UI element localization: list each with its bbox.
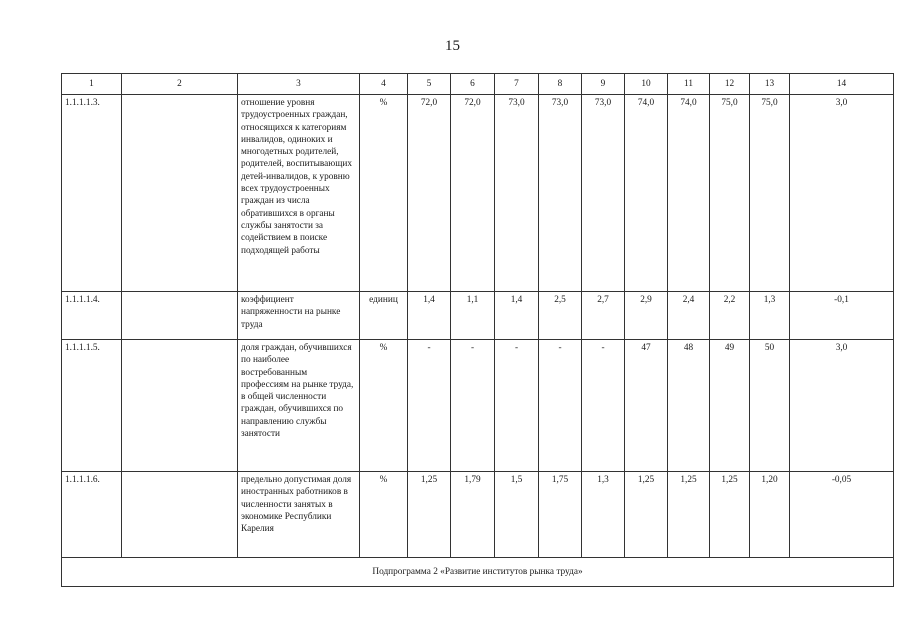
row-value: 1,1 [451,292,495,340]
row-value: 50 [750,340,790,472]
row-col2 [122,340,238,472]
row-value: 1,25 [408,472,451,558]
row-value: - [539,340,582,472]
row-value: 1,5 [495,472,539,558]
row-value: - [451,340,495,472]
row-unit: % [360,340,408,472]
row-value: 74,0 [668,95,710,292]
header-cell: 1 [62,74,122,95]
row-value: 1,25 [668,472,710,558]
row-value: -0,1 [790,292,894,340]
header-cell: 6 [451,74,495,95]
row-code: 1.1.1.1.6. [62,472,122,558]
row-value: 2,4 [668,292,710,340]
row-value: 3,0 [790,340,894,472]
row-indicator-name: доля граждан, обучившихся по наиболее востребованным профессиям на рынке труда, в общей численности граждан, обучившихся по направлению службы занятости [238,340,360,472]
header-cell: 8 [539,74,582,95]
row-value: -0,05 [790,472,894,558]
row-value: 1,20 [750,472,790,558]
table-row [62,340,894,472]
header-cell: 7 [495,74,539,95]
row-unit: единиц [360,292,408,340]
row-value: - [408,340,451,472]
row-unit: % [360,95,408,292]
row-value: 1,75 [539,472,582,558]
row-value: 49 [710,340,750,472]
row-value: 1,4 [495,292,539,340]
header-row [62,74,894,95]
row-col2 [122,95,238,292]
row-value: 73,0 [582,95,625,292]
row-value: - [582,340,625,472]
row-indicator-name: предельно допустимая доля иностранных работников в численности занятых в экономике Республики Карелия [238,472,360,558]
row-indicator-name: коэффициент напряженности на рынке труда [238,292,360,340]
row-value: 1,79 [451,472,495,558]
table-row [62,472,894,558]
row-unit: % [360,472,408,558]
row-value: 75,0 [750,95,790,292]
row-value: 3,0 [790,95,894,292]
header-cell: 14 [790,74,894,95]
row-value: 73,0 [495,95,539,292]
header-cell: 12 [710,74,750,95]
header-cell: 11 [668,74,710,95]
row-value: 1,3 [582,472,625,558]
header-cell: 3 [238,74,360,95]
row-value: 2,5 [539,292,582,340]
row-value: 72,0 [408,95,451,292]
row-code: 1.1.1.1.4. [62,292,122,340]
row-value: 1,25 [625,472,668,558]
header-cell: 9 [582,74,625,95]
row-col2 [122,472,238,558]
row-value: 2,7 [582,292,625,340]
row-value: 75,0 [710,95,750,292]
row-col2 [122,292,238,340]
table-row [62,95,894,292]
row-value: 1,4 [408,292,451,340]
row-value: - [495,340,539,472]
row-value: 2,9 [625,292,668,340]
row-code: 1.1.1.1.3. [62,95,122,292]
header-cell: 13 [750,74,790,95]
table-row [62,292,894,340]
header-cell: 4 [360,74,408,95]
row-value: 2,2 [710,292,750,340]
row-value: 72,0 [451,95,495,292]
page-number: 15 [445,38,460,54]
row-code: 1.1.1.1.5. [62,340,122,472]
row-indicator-name: отношение уровня трудоустроенных граждан, относящихся к категориям инвалидов, одиноких и многодетных родителей, родителей, воспитывающих детей-инвалидов, к уровню всех трудоустроенных граждан из числа обратившихся в органы службы занятости за содействием в поиске подходящей работы [238,95,360,292]
subprogram-title: Подпрограмма 2 «Развитие институтов рынка труда» [62,558,894,587]
subprogram-row [62,558,894,587]
row-value: 48 [668,340,710,472]
row-value: 74,0 [625,95,668,292]
header-cell: 2 [122,74,238,95]
row-value: 47 [625,340,668,472]
row-value: 1,3 [750,292,790,340]
header-cell: 5 [408,74,451,95]
header-cell: 10 [625,74,668,95]
row-value: 1,25 [710,472,750,558]
indicators-table [61,73,894,587]
row-value: 73,0 [539,95,582,292]
